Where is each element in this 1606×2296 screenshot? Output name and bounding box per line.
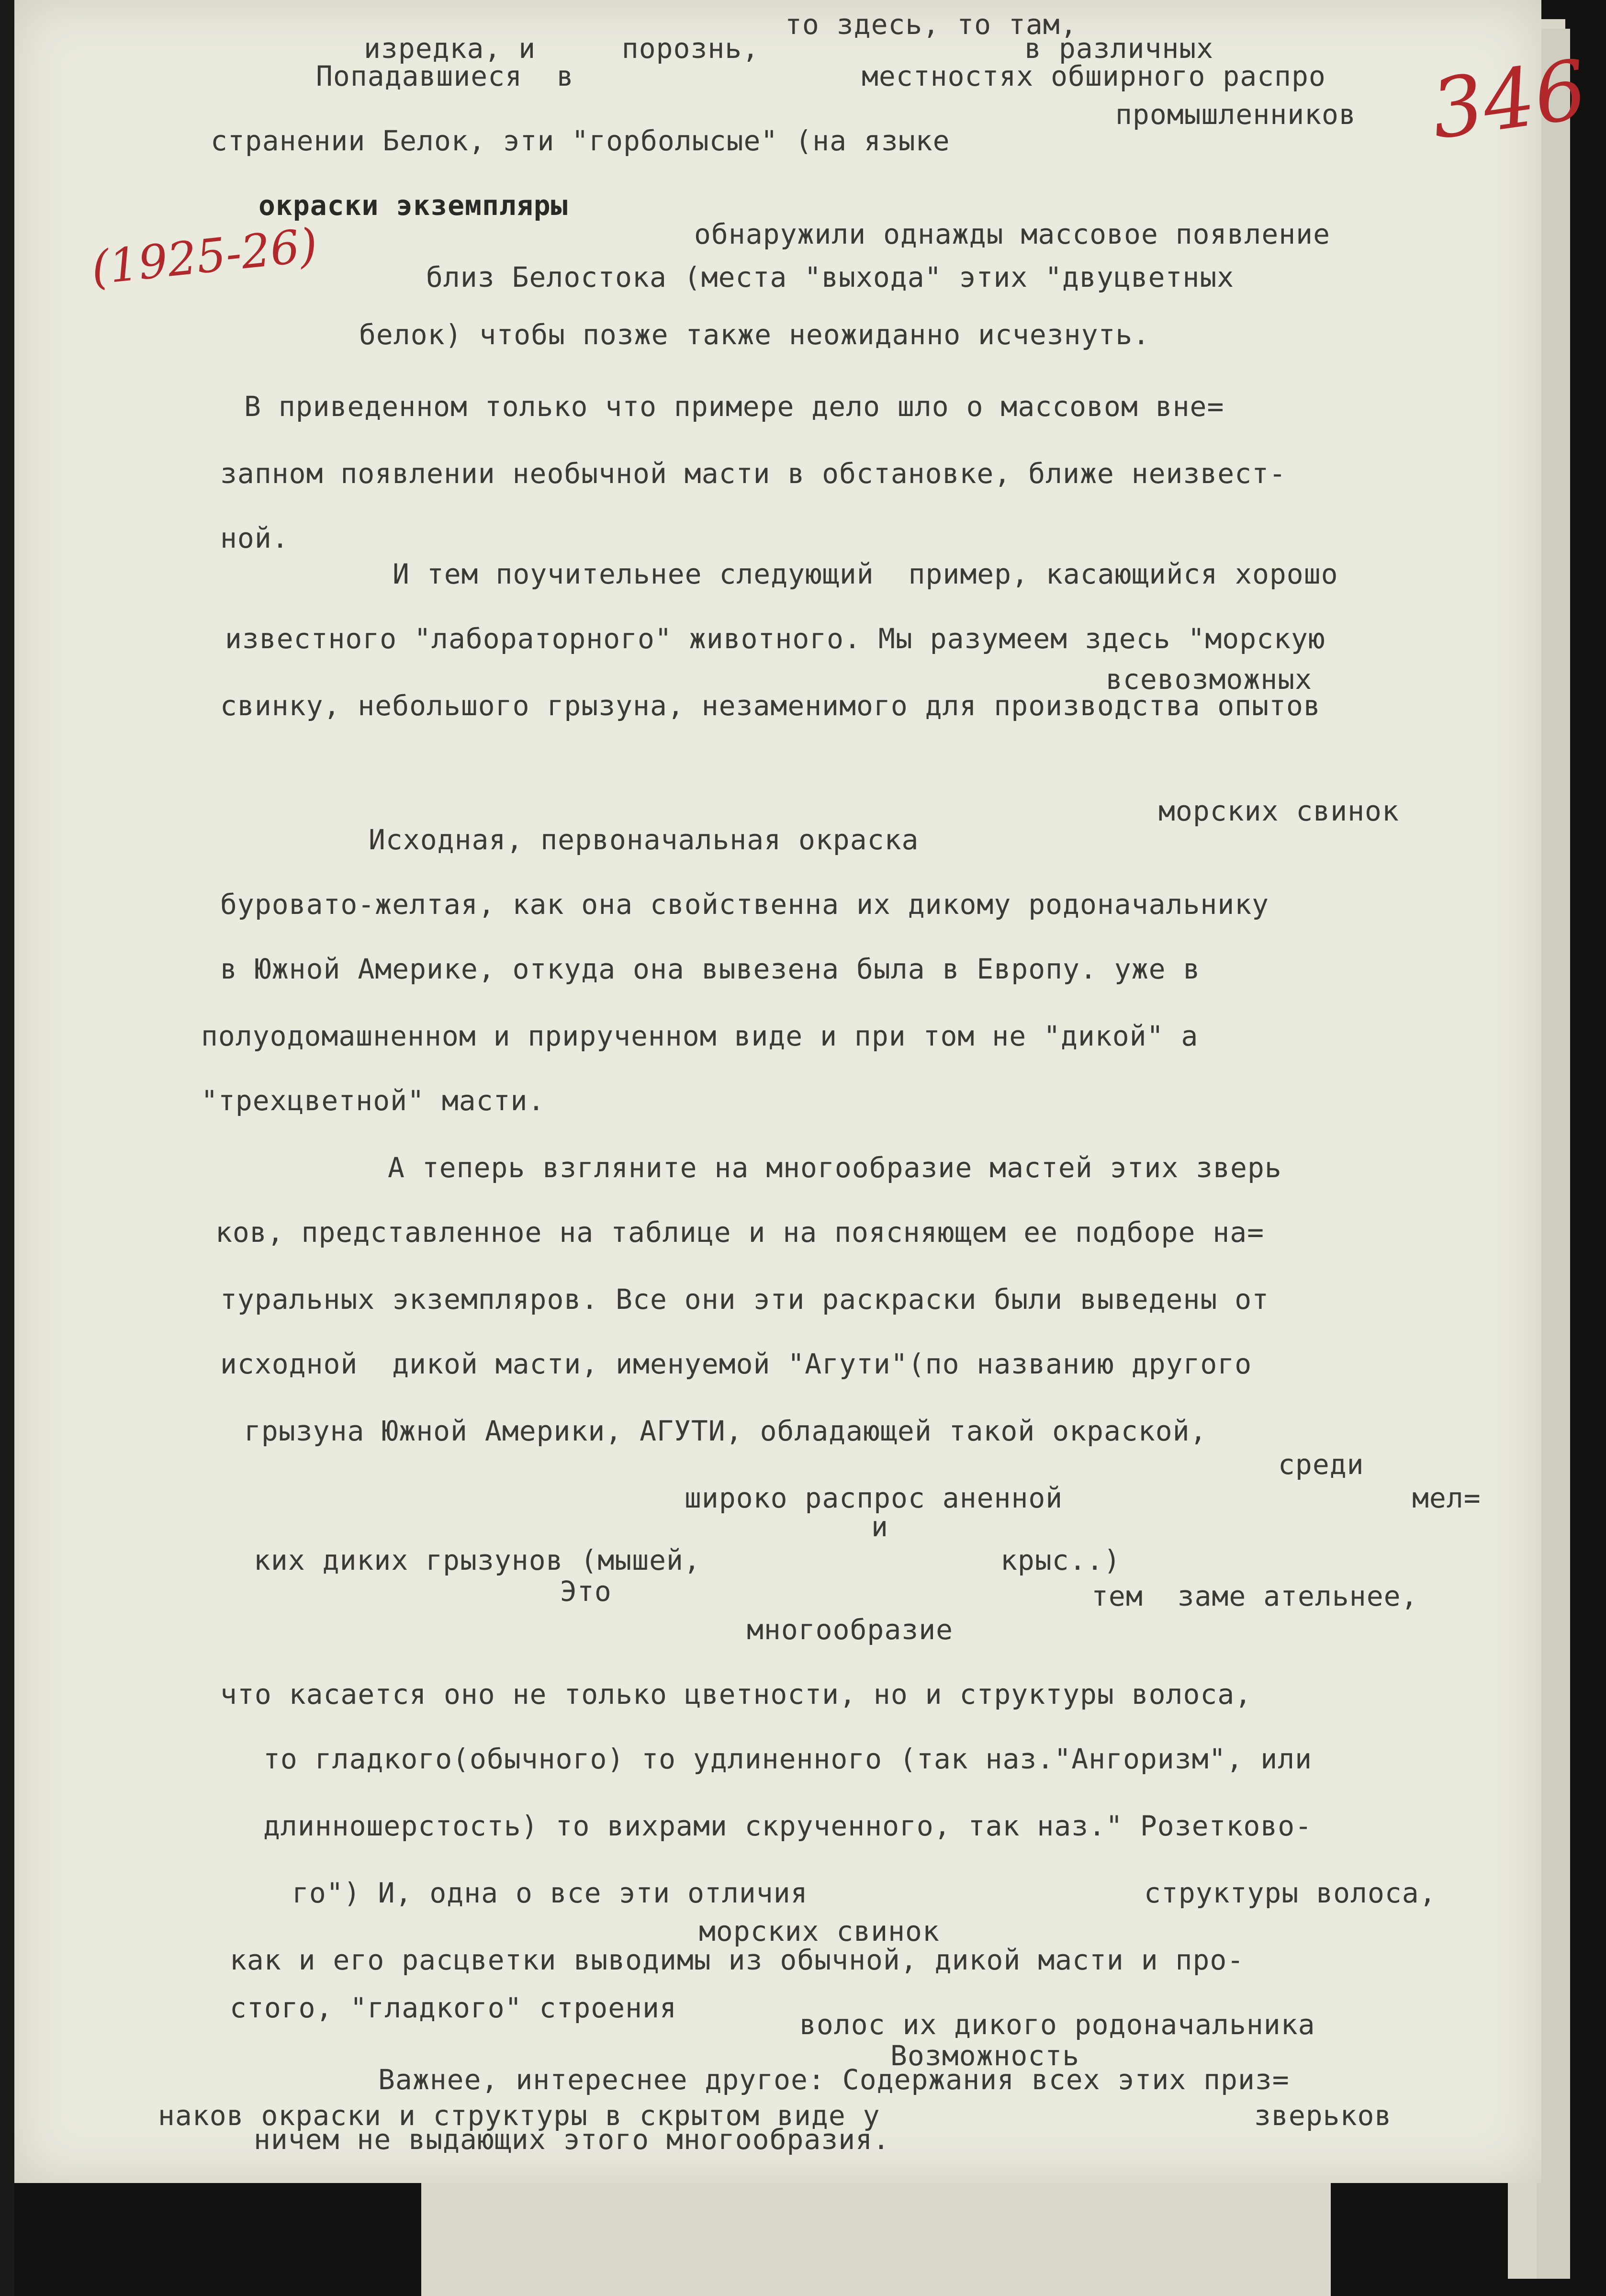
text-line: запном появлении необычной масти в обстановке, ближе неизвест- [220, 457, 1286, 490]
text-line: Попадавшиеся в [316, 60, 591, 92]
text-line: морских свинок [1158, 795, 1399, 827]
text-line: то здесь, то там, [785, 8, 1078, 41]
text-line: мел= [1412, 1482, 1481, 1514]
text-line: известного "лабораторного" животного. Мы разумеем здесь "морскую [225, 622, 1325, 655]
left-strip [0, 0, 14, 2296]
text-line: промышленников [1115, 98, 1356, 131]
text-line: го") И, одна о все эти отличия [292, 1877, 825, 1909]
text-line: местностях обширного распро [862, 60, 1326, 92]
text-line: ничем не выдающих этого многообразия. [254, 2123, 890, 2156]
text-line: крыс..) [1000, 1544, 1121, 1576]
text-line: среди [1278, 1448, 1364, 1481]
text-line: Это [560, 1575, 612, 1608]
text-line: Важнее, интереснее другое: Содержания всех этих приз= [378, 2063, 1290, 2096]
text-line: ких диких грызунов (мышей, [254, 1544, 718, 1576]
text-line: полуодомашненном и прирученном виде и при том не "дикой" а [201, 1020, 1199, 1052]
text-line: стого, "гладкого" строения [230, 1992, 677, 2024]
text-line: тем заме ательнее, [1091, 1580, 1418, 1612]
text-line: Исходная, первоначальная окраска [369, 823, 936, 856]
text-line: в Южной Америке, откуда она вывезена была в Европу. уже в [220, 953, 1201, 985]
text-line: Возможность [890, 2039, 1080, 2072]
text-line: белок) чтобы позже также неожиданно исчезнуть. [359, 318, 1150, 351]
text-line: туральных экземпляров. Все они эти раскраски были выведены от [220, 1283, 1269, 1316]
text-line: и [871, 1510, 888, 1543]
underlying-sheet [421, 2183, 1331, 2296]
text-line: что касается оно не только цветности, но и структуры волоса, [220, 1678, 1252, 1711]
stacked-sheet-edge-inner [1537, 29, 1570, 2279]
text-line: широко распрос аненной [685, 1482, 1080, 1514]
text-line: окраски экземпляры [258, 189, 568, 222]
text-line: И тем поучительнее следующий пример, касающийся хорошо [393, 558, 1338, 590]
text-line: многообразие [747, 1613, 970, 1646]
text-line: А теперь взгляните на многообразие мастей этих зверь [388, 1151, 1282, 1184]
text-line: ков, представленное на таблице и на поясняющем ее подборе на= [215, 1216, 1265, 1249]
folio-number: 346 [1425, 42, 1593, 158]
text-line: то гладкого(обычного) то удлиненного (так наз."Ангоризм", или [263, 1743, 1313, 1775]
text-line: морских свинок [699, 1915, 940, 1947]
text-line: В приведенном только что примере дело шло о массовом вне= [244, 390, 1224, 423]
text-line: структуры волоса, [1144, 1877, 1437, 1909]
text-line: близ Белостока (места "выхода" этих "двуцветных [426, 261, 1235, 293]
text-line: в различных [1024, 32, 1214, 65]
text-line: длинношерстость) то вихрами скрученного, так наз." Розетково- [263, 1810, 1313, 1842]
text-line: "трехцветной" масти. [201, 1084, 545, 1117]
text-line: обнаружили однажды массовое появление [694, 218, 1331, 250]
text-line: свинку, небольшого грызуна, незаменимого для производства опытов [220, 689, 1321, 722]
text-line: грызуна Южной Америки, АГУТИ, обладающей такой окраской, [244, 1415, 1207, 1447]
text-line: буровато-желтая, как она свойственна их дикому родоначальнику [220, 888, 1269, 921]
text-line: изредка, и порознь, [364, 32, 777, 65]
text-line: странении Белок, эти "горболысые" (на языке [211, 124, 967, 157]
text-line: исходной дикой масти, именуемой "Агути"(по названию другого [220, 1348, 1252, 1380]
typewritten-page [14, 0, 1593, 2183]
text-line: волос их дикого родоначальника [799, 2008, 1315, 2041]
text-line: наков окраски и структуры в скрытом виде у [158, 2099, 898, 2132]
text-line: всевозможных [1106, 663, 1313, 696]
text-line: зверьков [1254, 2099, 1392, 2132]
text-line: ной. [220, 522, 289, 554]
date-annotation: (1925-26) [89, 218, 320, 295]
text-line: как и его расцветки выводимы из обычной, дикой масти и про- [230, 1944, 1245, 1976]
